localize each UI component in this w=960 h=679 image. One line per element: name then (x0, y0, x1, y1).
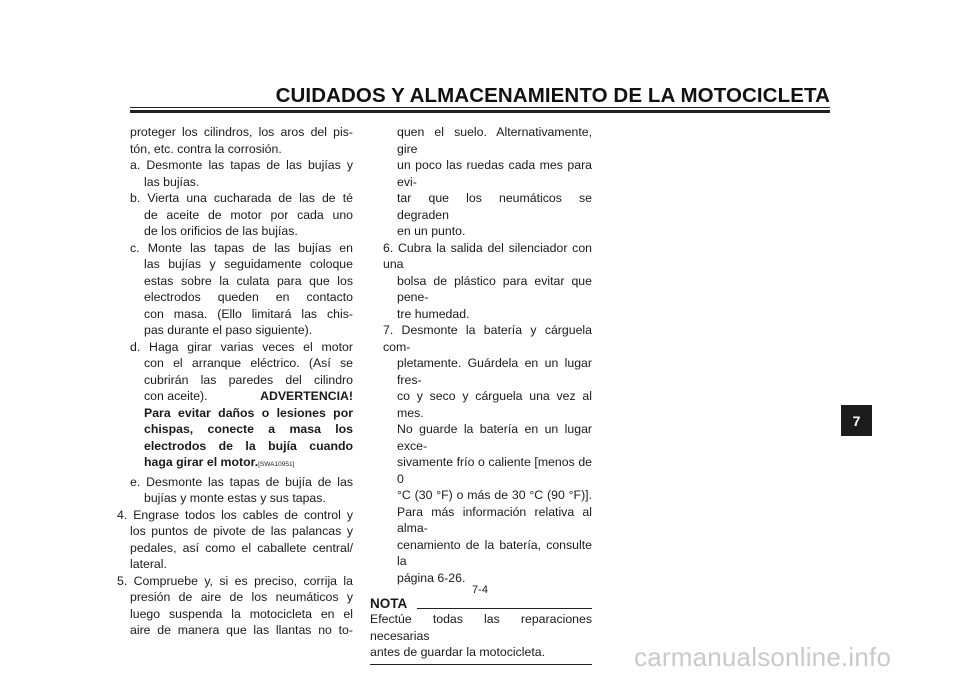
text-line: tre humedad. (397, 306, 470, 321)
text-line: de los orificios de las bujías. (144, 224, 298, 238)
nota-text: antes de guardar la motocicleta. (370, 645, 545, 659)
warning-text-end (117, 454, 353, 474)
text-line: bolsa de plástico para evitar que pene- (397, 273, 592, 304)
nota-text: Efectúe todas las reparaciones necesarias (370, 612, 592, 643)
text-line: bujías y monte estas y sus tapas. (144, 491, 326, 505)
list-item-c: c. Monte las tapas de las bujías en (130, 240, 353, 255)
nota-body (370, 611, 592, 661)
text-line: con masa. (Ello limitará las chis- (144, 306, 353, 321)
title-rule-thin (130, 107, 830, 108)
text-line: electrodos queden en contacto (144, 290, 353, 304)
warning-code: [SWA10951] (258, 461, 295, 468)
warning-text: chispas, conecte a masa los (144, 422, 353, 436)
warning-text: Para evitar daños o lesiones por (144, 405, 353, 420)
text-line: página 6-26. (397, 570, 466, 585)
text-line: las bujías y seguidamente coloque (144, 257, 353, 271)
list-item-6: 6. Cubra la salida del silenciador con una (383, 240, 592, 271)
text-line: pletamente. Guárdela en un lugar fres- (397, 356, 592, 387)
text-line: estas sobre la culata para que los (144, 273, 353, 288)
page-number: 7-4 (472, 584, 488, 596)
title-rule-thick (130, 110, 830, 113)
section-tab: 7 (841, 405, 872, 436)
text-line: cenamiento de la batería, consulte la (397, 537, 592, 568)
text-line: lateral. (130, 557, 167, 571)
text-line: aire de manera que las llantas no to- (130, 623, 353, 637)
page-title: CUIDADOS Y ALMACENAMIENTO DE LA MOTOCICLETA (275, 84, 830, 107)
text-line: un poco las ruedas cada mes para evi- (397, 158, 592, 189)
text-column-left (117, 124, 353, 639)
warning-label: ADVERTENCIA! (260, 389, 353, 403)
text-line: co y seco y cárguela una vez al mes. (397, 389, 592, 420)
warning-text: haga girar el motor. (144, 455, 259, 469)
nota-heading (370, 595, 592, 611)
text-line: presión de aire de los neumáticos y (130, 590, 353, 604)
list-item-b: b. Vierta una cucharada de las de té (130, 191, 353, 205)
list-item-a: a. Desmonte las tapas de las bujías y (130, 158, 353, 172)
list-item-d: d. Haga girar varias veces el motor (130, 339, 353, 354)
watermark: carmanualsonline.info (634, 642, 892, 672)
nota-rule (417, 608, 592, 609)
nota-end-rule (370, 664, 592, 665)
warning-text: electrodos de la bujía cuando (144, 438, 353, 453)
list-item-e: e. Desmonte las tapas de bujía de las (130, 474, 353, 489)
text-line: los puntos de pivote de las palancas y (130, 524, 353, 538)
nota-title: NOTA (370, 596, 408, 611)
text-line: en un punto. (397, 224, 466, 238)
text-line: tón, etc. contra la corrosión. (130, 141, 282, 156)
text-line: con el arranque eléctrico. (Así se (144, 356, 353, 370)
text-line: Para más información relativa al alma- (397, 504, 592, 535)
text-line: proteger los cilindros, los aros del pis- (130, 125, 353, 139)
text-line: de aceite de motor por cada uno (144, 207, 353, 222)
text-line: quen el suelo. Alternativamente, gire (397, 125, 592, 156)
list-item-7: 7. Desmonte la batería y cárguela com- (383, 323, 592, 354)
text-fragment: con aceite). (144, 389, 208, 403)
text-line: °C (30 °F) o más de 30 °C (90 °F)]. (397, 488, 592, 502)
text-line: tar que los neumáticos se degraden (397, 191, 592, 222)
list-item-4: 4. Engrase todos los cables de control y (117, 507, 353, 522)
warning-line (117, 388, 353, 405)
text-line: luego suspenda la motocicleta en el (130, 606, 353, 621)
text-line: No guarde la batería en un lugar exce- (397, 422, 592, 453)
text-line: las bujías. (144, 174, 200, 189)
text-line: pas durante el paso siguiente). (144, 323, 313, 337)
list-item-5: 5. Compruebe y, si es preciso, corrija la (117, 573, 353, 588)
text-line: pedales, así como el caballete central/ (130, 540, 353, 555)
text-line: sivamente frío o caliente [menos de 0 (397, 455, 592, 486)
text-line: cubrirán las paredes del cilindro (144, 372, 353, 387)
